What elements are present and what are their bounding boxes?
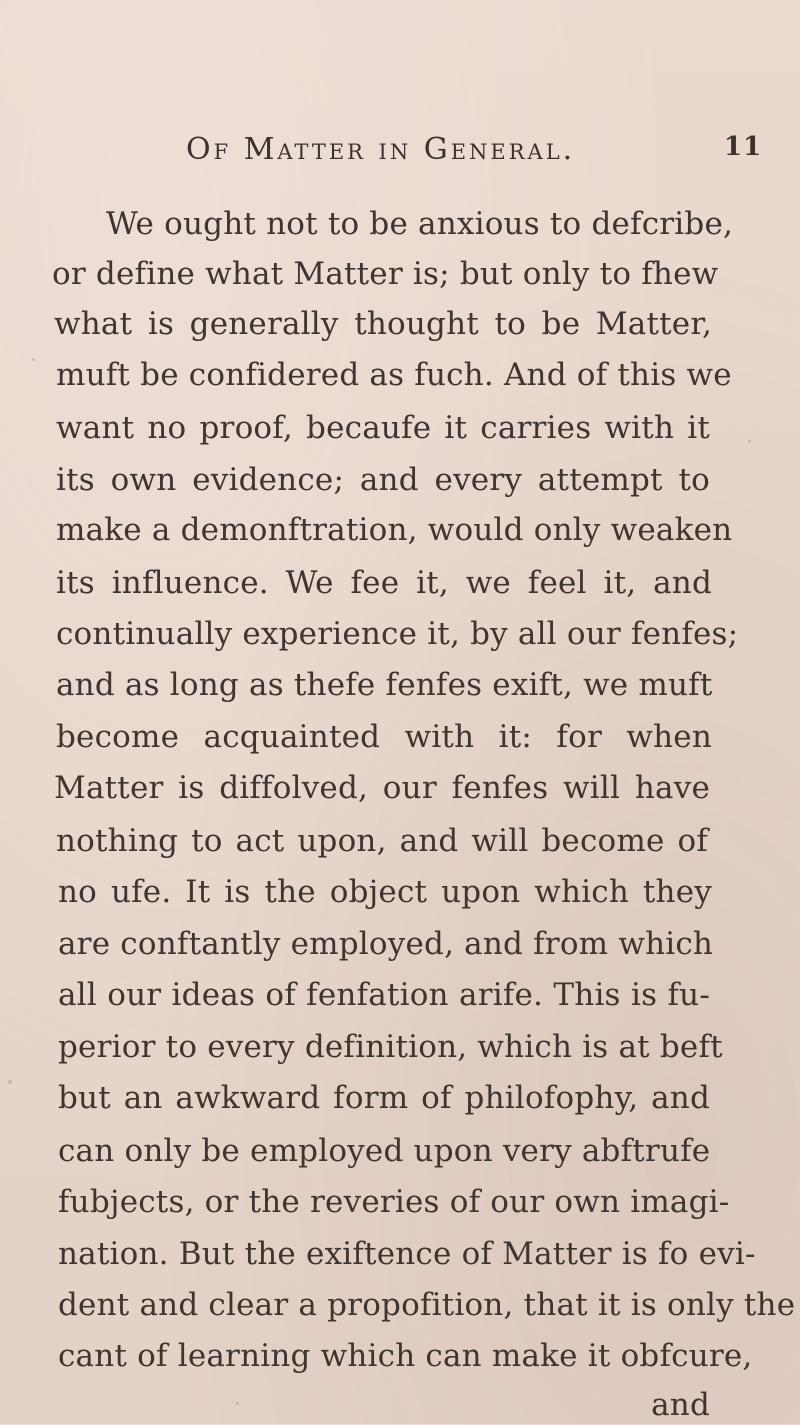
text-line-22: dent and clear a propofition, that it is only the: [58, 1287, 796, 1323]
text-line-1: We ought not to be anxious to defcribe,: [106, 206, 734, 242]
text-line-16: all our ideas of fenfation arife. This is fu-: [58, 977, 710, 1013]
page-number: 11: [724, 132, 763, 162]
text-line-21: nation. But the exiftence of Matter is fo evi-: [58, 1236, 756, 1272]
catchword: and: [651, 1387, 710, 1423]
text-line-4: muft be confidered as fuch. And of this we: [56, 357, 732, 393]
text-line-17: perior to every definition, which is at beft: [58, 1029, 723, 1065]
text-line-6: its own evidence; and every attempt to: [56, 462, 710, 498]
text-line-14: no ufe. It is the object upon which they: [58, 874, 712, 910]
chapter-title: Of Matter in General.: [186, 132, 576, 167]
text-line-15: are conftantly employed, and from which: [58, 926, 714, 962]
text-line-9: continually experience it, by all our fenfes;: [56, 616, 739, 652]
text-line-7: make a demonftration, would only weaken: [56, 512, 733, 548]
text-line-11: become acquainted with it: for when: [56, 719, 712, 755]
paper-speck: [236, 1402, 239, 1405]
text-line-13: nothing to act upon, and will become of: [56, 823, 708, 859]
text-line-23: cant of learning which can make it obfcure,: [58, 1338, 753, 1374]
text-line-3: what is generally thought to be Matter,: [54, 306, 712, 342]
text-line-12: Matter is diffolved, our fenfes will have: [54, 770, 710, 806]
text-line-5: want no proof, becaufe it carries with it: [56, 410, 710, 446]
text-line-18: but an awkward form of philofophy, and: [58, 1080, 710, 1116]
paper-speck: [748, 440, 751, 443]
paper-speck: [8, 1080, 12, 1084]
text-line-2: or define what Matter is; but only to fhew: [52, 256, 719, 292]
text-line-8: its influence. We fee it, we feel it, and: [56, 565, 712, 601]
text-line-19: can only be employed upon very abftrufe: [58, 1133, 711, 1169]
text-line-20: fubjects, or the reveries of our own imagi-: [58, 1184, 730, 1220]
text-line-10: and as long as thefe fenfes exift, we muft: [56, 667, 713, 703]
paper-speck: [32, 358, 35, 361]
